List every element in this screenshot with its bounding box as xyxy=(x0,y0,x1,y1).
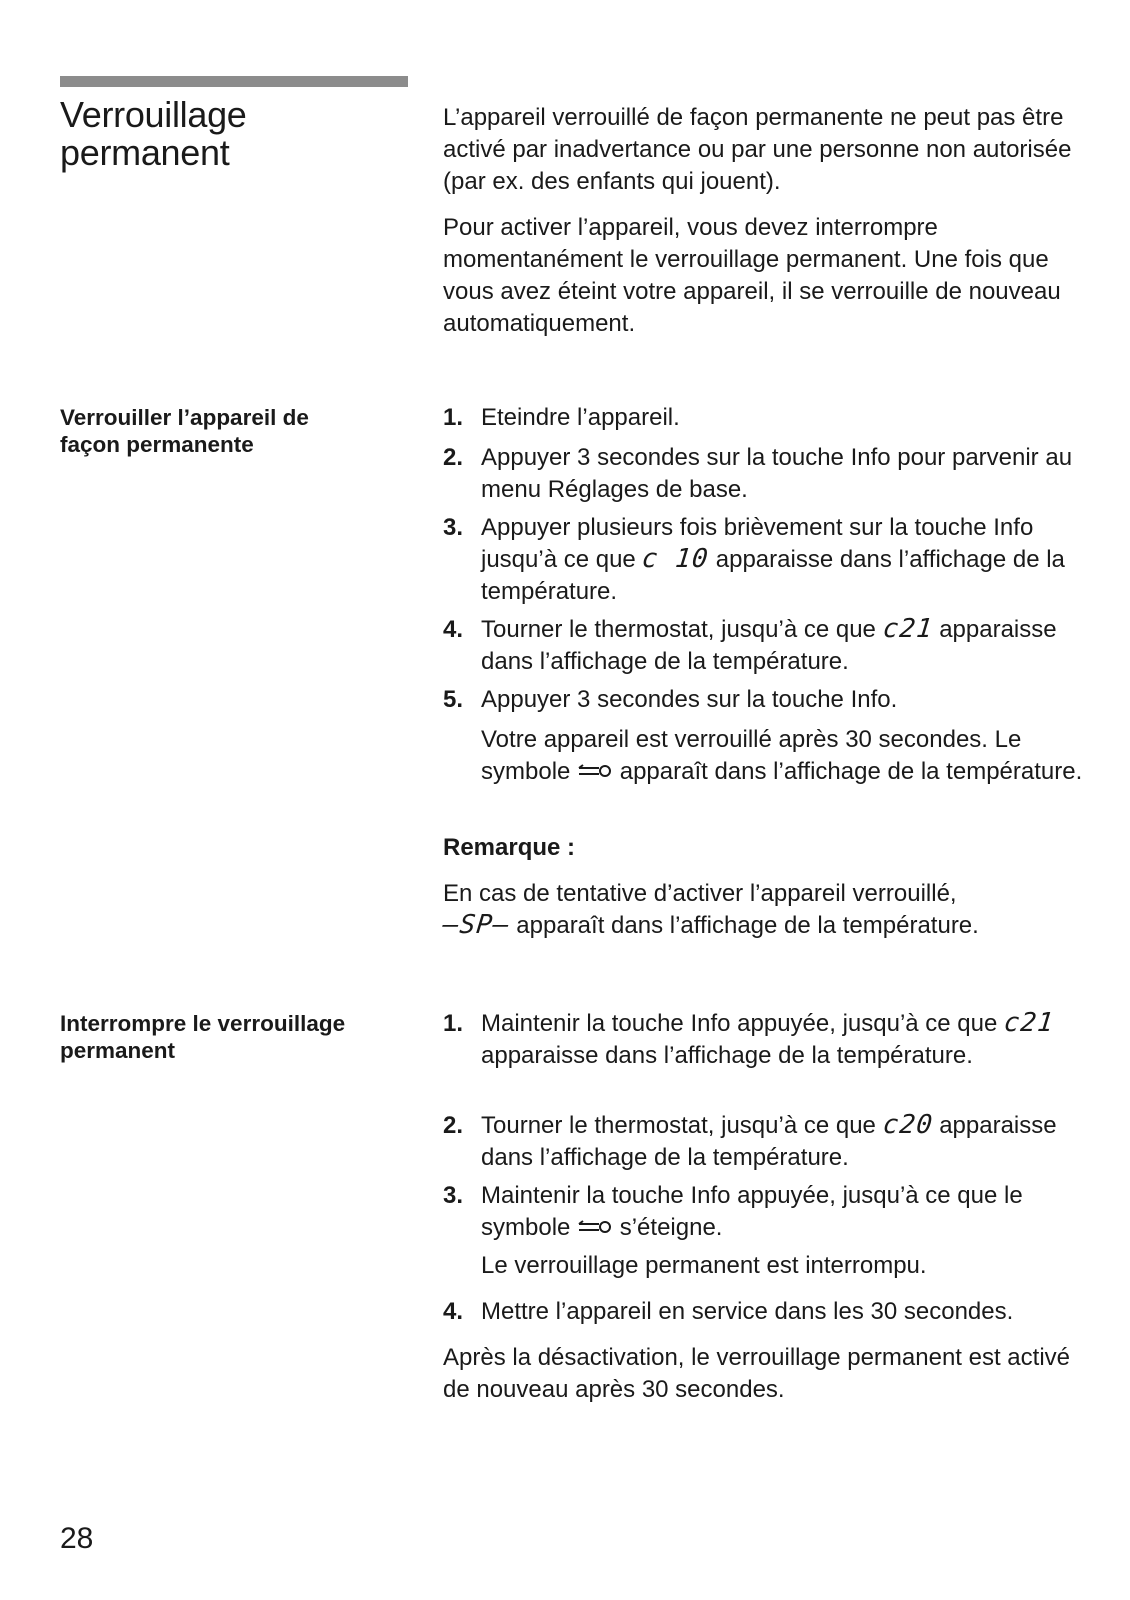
step-result: Votre appareil est verrouillé après 30 secondes. Le symbole apparaît dans l’affichage de la température. xyxy=(481,726,1083,785)
note-text: En cas de tentative d’activer l’appareil verrouillé, –SP– apparaît dans l’affichage de la température. xyxy=(441,880,979,940)
step-number: 1. xyxy=(443,1010,464,1037)
step-text: Tourner le thermostat, jusqu’à ce que c20 apparaisse dans l’affichage de la température. xyxy=(481,1110,1057,1171)
note-label: Remarque : xyxy=(443,834,576,861)
step-text: Appuyer 3 secondes sur la touche Info pour parvenir au menu Réglages de base. xyxy=(481,444,1073,503)
list-item xyxy=(443,402,1083,434)
list-item xyxy=(443,1008,1083,1072)
step-text: Appuyer plusieurs fois brièvement sur la touche Info jusqu’à ce que c 10 apparaisse dans l’affichage de la température. xyxy=(481,514,1065,605)
display-code: c21 xyxy=(1002,1008,1056,1038)
list-item xyxy=(443,1180,1083,1244)
list-item xyxy=(443,614,1083,678)
key-lock-icon xyxy=(577,764,613,778)
step-number: 5. xyxy=(443,686,464,713)
title-line-1: Verrouillage xyxy=(60,94,247,135)
list-item xyxy=(443,512,1083,608)
list-item xyxy=(443,442,1083,506)
step-number: 3. xyxy=(443,514,464,541)
section-heading-unlock: Interrompre le verrouillage permanent xyxy=(60,1011,346,1063)
intro-paragraph-2: Pour activer l’appareil, vous devez interrompre momentanément le verrouillage permanent. Une fois que vous avez éteint votre appareil, il se verrouille de nouveau automatiquement. xyxy=(443,214,1061,337)
display-code: c 10 xyxy=(640,544,711,574)
step-text: Maintenir la touche Info appuyée, jusqu’à ce que c21 apparaisse dans l’affichage de la température. xyxy=(481,1008,1056,1069)
step-number: 4. xyxy=(443,616,464,643)
step-result: Le verrouillage permanent est interrompu. xyxy=(481,1252,927,1279)
page-title xyxy=(60,96,420,172)
list-item xyxy=(443,684,1083,716)
intro-paragraph-1: L’appareil verrouillé de façon permanente ne peut pas être activé par inadvertance ou par une personne non autorisée (par ex. des enfants qui jouent). xyxy=(443,104,1072,195)
step-number: 1. xyxy=(443,404,464,431)
step-number: 3. xyxy=(443,1182,464,1209)
display-code: c21 xyxy=(880,614,935,644)
page-number: 28 xyxy=(60,1522,94,1555)
section-heading-lock: Verrouiller l’appareil de façon permanente xyxy=(60,405,309,457)
step-text: Maintenir la touche Info appuyée, jusqu’à ce que le symbole s’éteigne. xyxy=(481,1182,1023,1241)
display-code: c20 xyxy=(880,1110,935,1140)
key-lock-icon xyxy=(577,1220,613,1234)
display-code: –SP– xyxy=(441,910,512,940)
step-text: Appuyer 3 secondes sur la touche Info. xyxy=(481,686,898,713)
step-text: Eteindre l’appareil. xyxy=(481,404,680,431)
step-text: Tourner le thermostat, jusqu’à ce que c21 apparaisse dans l’affichage de la température. xyxy=(481,614,1057,675)
list-item xyxy=(443,1296,1083,1328)
list-item xyxy=(443,1110,1083,1174)
step-number: 2. xyxy=(443,444,464,471)
step-text: Mettre l’appareil en service dans les 30 secondes. xyxy=(481,1298,1014,1325)
heading-rule xyxy=(60,76,408,87)
closing-paragraph: Après la désactivation, le verrouillage permanent est activé de nouveau après 30 secondes. xyxy=(443,1344,1070,1403)
step-number: 4. xyxy=(443,1298,464,1325)
step-number: 2. xyxy=(443,1112,464,1139)
title-line-2: permanent xyxy=(60,132,230,173)
